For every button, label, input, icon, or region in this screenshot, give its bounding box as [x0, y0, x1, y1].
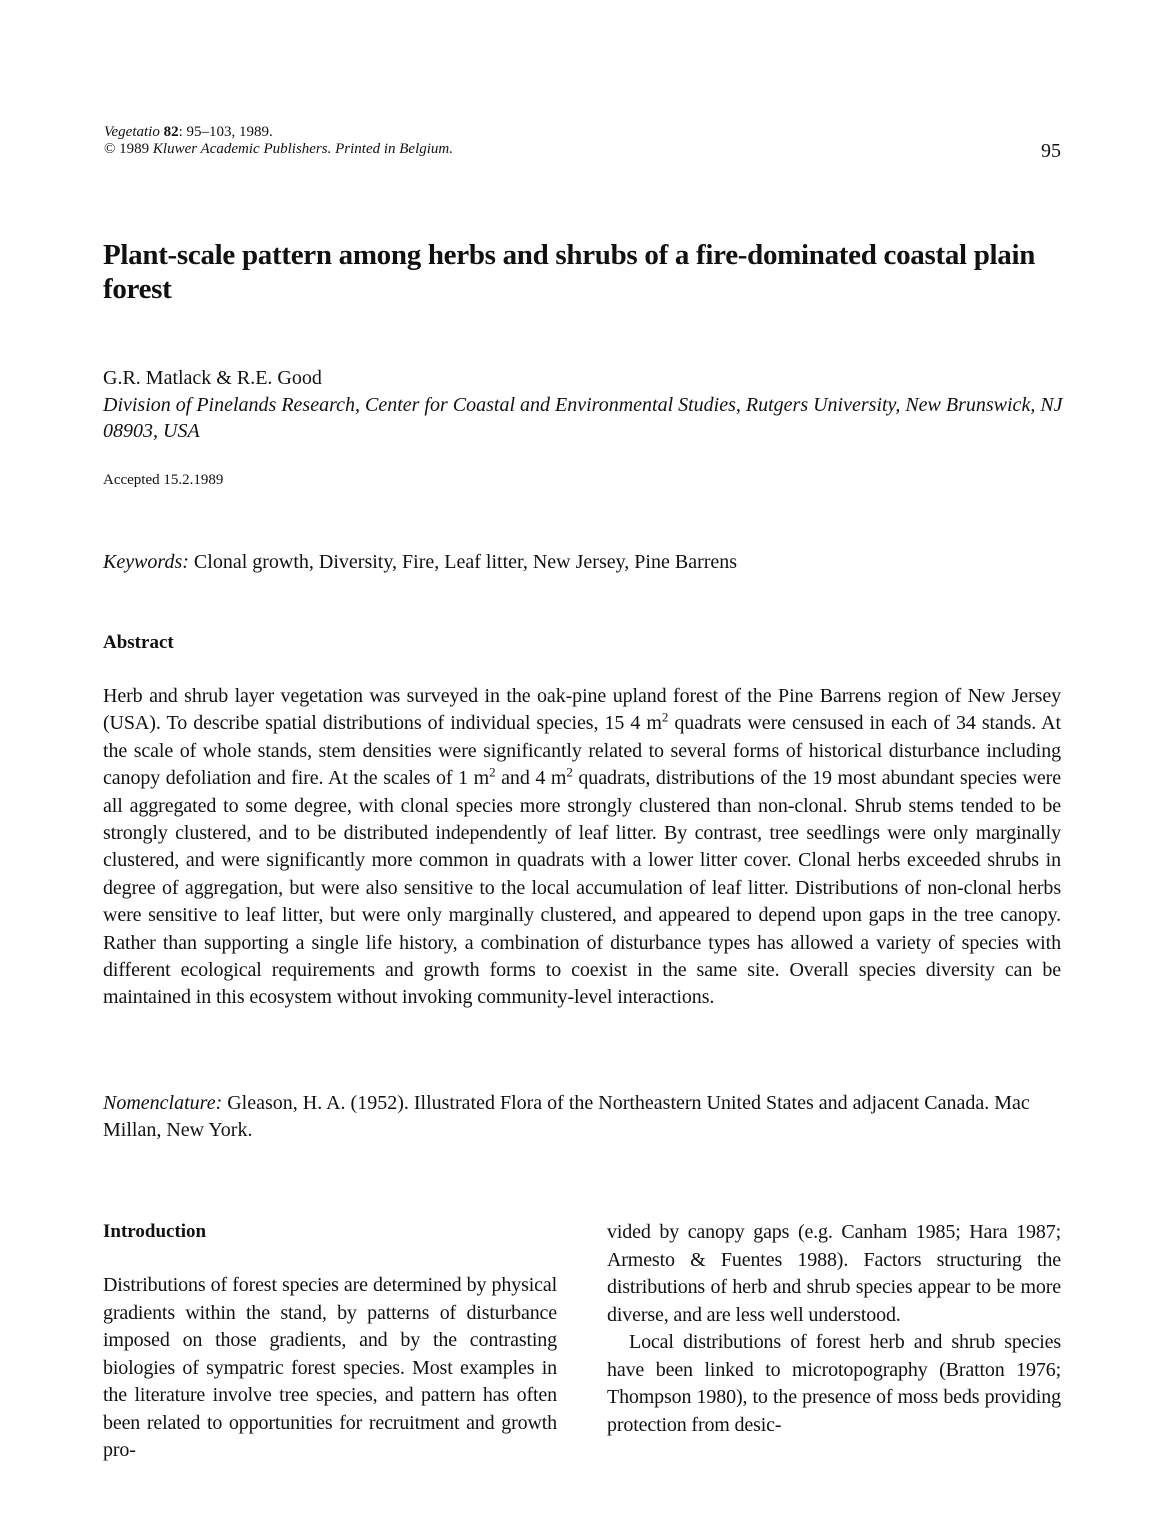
abstract-part-2: quadrats were censused in each of 34 stands. At the scale of whole stands, stem densities were significantly related to several forms of historical disturbance including canopy defoliation and fire. At the scales of 1 m [103, 712, 1061, 790]
journal-citation [104, 124, 453, 158]
authors: G.R. Matlack & R.E. Good [103, 367, 322, 389]
citation-line [104, 124, 453, 141]
abstract-part-4: quadrats, distributions of the 19 most abundant species were all aggregated to some degree, with clonal species more strongly clustered than non-clonal. Shrub stems tended to be strongly clustered, and to be distributed independently of leaf litter. By contrast, tree seedlings were only marginally clustered, and were significantly more common in quadrats with a lower litter cover. Clonal herbs exceeded shrubs in degree of aggregation, but were also sensitive to the local accumulation of leaf litter. Distributions of non-clonal herbs were sensitive to leaf litter, but were only marginally clustered, and appeared to depend upon gaps in the tree canopy. Rather than supporting a single life history, a combination of disturbance types has allowed a variety of species with different ecological requirements and growth forms to coexist in the same site. Overall species diversity can be maintained in this ecosystem without invoking community-level interactions. [103, 767, 1061, 1009]
journal-name: Vegetatio [104, 124, 160, 140]
introduction-right-column [607, 1219, 1061, 1439]
affiliation: Division of Pinelands Research, Center for Coastal and Environmental Studies, Rutgers University, New Brunswick, NJ 08903, USA [103, 394, 1063, 442]
page-number: 95 [1041, 140, 1061, 162]
superscript: 2 [489, 764, 496, 780]
superscript: 2 [566, 764, 573, 780]
copyright-line [104, 141, 453, 158]
abstract-text [103, 683, 1061, 1012]
copyright-year: 1989 [115, 141, 153, 157]
abstract-heading: Abstract [103, 632, 174, 653]
copyright-symbol: © [104, 141, 116, 157]
nomenclature-text: Gleason, H. A. (1952). Illustrated Flora of the Northeastern United States and adjacent Canada. Mac Millan, New York. [103, 1092, 1030, 1141]
nomenclature [103, 1090, 1061, 1144]
abstract-part-1: Herb and shrub layer vegetation was surveyed in the oak-pine upland forest of the Pine Barrens region of New Jersey (USA). To describe spatial distributions of individual species, 15 4 m [103, 685, 1061, 735]
pages-year: : 95–103, 1989. [178, 124, 273, 140]
keywords-label: Keywords: [103, 551, 189, 573]
volume-number: 82 [163, 124, 179, 140]
publisher: Kluwer Academic Publishers. Printed in Belgium. [152, 141, 454, 157]
introduction-paragraph: vided by canopy gaps (e.g. Canham 1985; Hara 1987; Armesto & Fuentes 1988). Factors structuring the distributions of herb and shrub species appear to be more diverse, and are less well understood. [607, 1221, 1061, 1326]
abstract-part-3: and 4 m [495, 767, 567, 790]
keywords [103, 549, 1063, 575]
introduction-paragraph: Local distributions of forest herb and shrub species have been linked to microtopography (Bratton 1976; Thompson 1980), to the presence of moss beds providing protection from desic- [607, 1331, 1061, 1436]
paper-title: Plant-scale pattern among herbs and shrubs of a fire-dominated coastal plain forest [103, 239, 1036, 305]
accepted-date: Accepted 15.2.1989 [103, 472, 224, 488]
keywords-text: Clonal growth, Diversity, Fire, Leaf litter, New Jersey, Pine Barrens [188, 551, 738, 573]
introduction-heading: Introduction [103, 1221, 207, 1242]
superscript: 2 [661, 709, 669, 725]
nomenclature-label: Nomenclature: [103, 1092, 223, 1114]
introduction-left-column: Distributions of forest species are determined by physical gradients within the stand, by patterns of disturbance imposed on those gradients, and by the contrasting biologies of sympatric forest species. Most examples in the literature involve tree species, and pattern has often been related to opportunities for recruitment and growth pro- [103, 1274, 557, 1461]
